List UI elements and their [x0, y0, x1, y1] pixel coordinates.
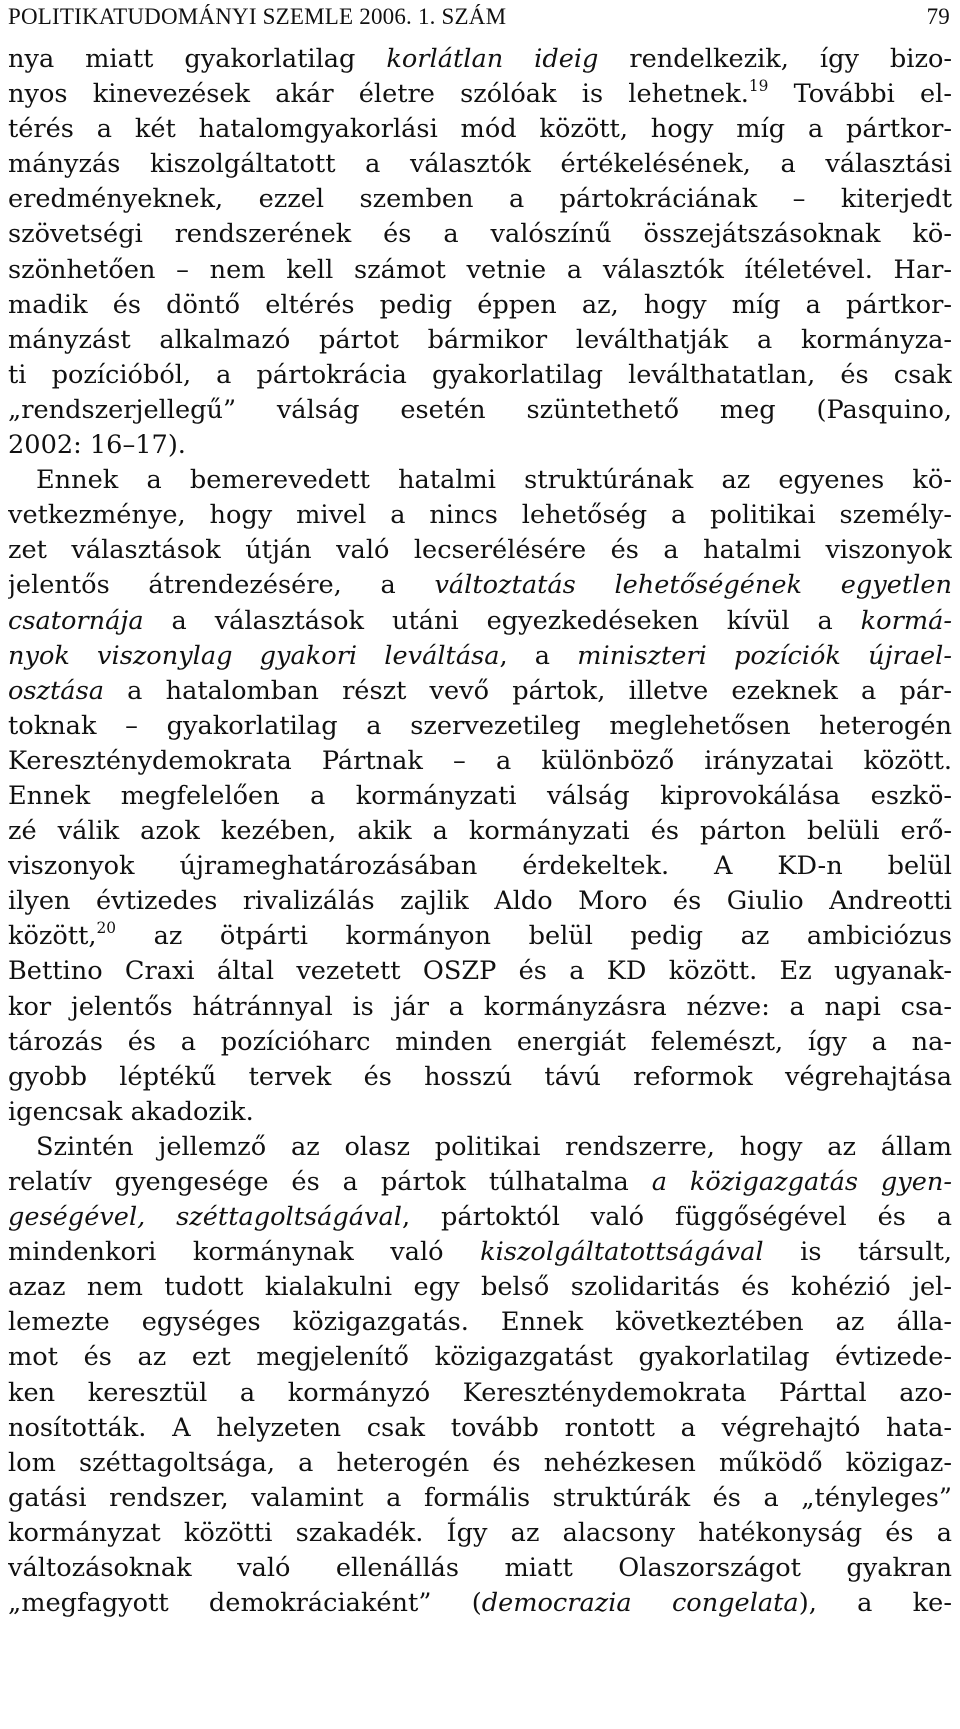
- text-run: „megfagyott demokráciaként” (: [8, 1588, 482, 1619]
- text-run: igencsak akadozik.: [8, 1096, 254, 1127]
- text-run: , a: [499, 640, 578, 671]
- text-run: gyobb léptékű tervek és hosszú távú reformok végrehajtása: [8, 1061, 952, 1092]
- text-line: [8, 533, 952, 568]
- text-run: toknak – gyakorlatilag a szervezetileg meglehetősen heterogén: [8, 710, 952, 741]
- text-run: szövetségi rendszerének és a valószínű összejátszásoknak kö-: [8, 219, 952, 250]
- text-line: [8, 1235, 952, 1270]
- italic-text: democrazia congelata: [481, 1588, 799, 1619]
- text-run: eredményeknek, ezzel szemben a pártokráciának – kiterjedt: [8, 184, 952, 215]
- text-run: mot és az ezt megjelenítő közigazgatást gyakorlatilag évtizede-: [8, 1342, 952, 1373]
- text-line: [8, 323, 952, 358]
- text-run: viszonyok újrameghatározásában érdekeltek. A KD-n belül: [8, 851, 952, 882]
- text-run: nya miatt gyakorlatilag: [8, 44, 387, 74]
- text-run: nyos kinevezések akár életre szólóak is lehetnek.: [8, 79, 749, 110]
- text-run: További el-: [768, 79, 952, 110]
- text-line: [8, 112, 952, 147]
- text-line: [8, 1586, 952, 1621]
- text-run: 2002: 16–17).: [8, 430, 186, 461]
- text-run: lemezte egységes közigazgatás. Ennek következtében az álla-: [8, 1307, 952, 1338]
- text-run: kormányzat közötti szakadék. Így az alacsony hatékonyság és a: [8, 1517, 952, 1548]
- text-line: [8, 568, 952, 603]
- text-line: [8, 253, 952, 288]
- text-line: [8, 428, 952, 463]
- text-line: [8, 639, 952, 674]
- text-line: [8, 674, 952, 709]
- text-run: ken keresztül a kormányzó Kereszténydemokrata Párttal azo-: [8, 1377, 952, 1408]
- text-run: ), a ke-: [798, 1588, 952, 1619]
- text-line: [8, 1411, 952, 1446]
- footnote-ref: 19: [748, 77, 769, 96]
- text-run: madik és döntő eltérés pedig éppen az, hogy míg a pártkor-: [8, 289, 952, 320]
- text-line: [8, 77, 952, 112]
- text-run: „rendszerjellegű” válság esetén szüntethető meg (Pasquino,: [8, 394, 952, 425]
- text-line: [8, 1270, 952, 1305]
- italic-text: osztása: [8, 675, 104, 706]
- text-line: [8, 604, 952, 639]
- text-line: [8, 1130, 952, 1165]
- text-run: Szintén jellemző az olasz politikai rendszerre, hogy az állam: [36, 1131, 952, 1162]
- italic-text: kormá-: [860, 605, 952, 636]
- text-run: ti pozícióból, a pártokrácia gyakorlatilag leválthatatlan, és csak: [8, 359, 952, 390]
- text-line: [8, 1481, 952, 1516]
- text-run: Kereszténydemokrata Pártnak – a különböző irányzatai között.: [8, 745, 952, 776]
- text-line: [8, 1446, 952, 1481]
- text-run: vetkezménye, hogy mivel a nincs lehetőség a politikai személy-: [8, 500, 952, 531]
- text-line: [8, 814, 952, 849]
- text-run: térés a két hatalomgyakorlási mód között, hogy míg a pártkor-: [8, 114, 952, 145]
- text-line: [8, 1060, 952, 1095]
- text-line: [8, 1551, 952, 1586]
- text-line: [8, 42, 952, 77]
- italic-text: korlátlan ideig: [386, 44, 599, 74]
- text-run: Ennek megfelelően a kormányzati válság kiprovokálása eszkö-: [8, 780, 952, 811]
- italic-text: a közigazgatás gyen-: [651, 1167, 952, 1197]
- text-line: [8, 1200, 952, 1235]
- italic-text: csatornája: [8, 605, 144, 636]
- text-line: [8, 393, 952, 428]
- text-line: [8, 217, 952, 252]
- italic-text: kiszolgáltatottságával: [480, 1237, 764, 1268]
- text-run: szönhetően – nem kell számot vetnie a választók ítéletével. Har-: [8, 254, 952, 285]
- text-run: változásoknak való ellenállás miatt Olaszországot gyakran: [8, 1553, 952, 1584]
- text-run: között,: [8, 921, 97, 952]
- article-body: [8, 42, 952, 1621]
- text-line: [8, 919, 952, 954]
- text-run: mányzás kiszolgáltatott a választók értékelésének, a választási: [8, 149, 952, 180]
- text-line: [8, 288, 952, 323]
- text-run: mányzást alkalmazó pártot bármikor leválthatják a kormányza-: [8, 324, 952, 355]
- text-run: tározás és a pozícióharc minden energiát felemészt, így a na-: [8, 1026, 952, 1057]
- text-line: [8, 849, 952, 884]
- text-line: [8, 147, 952, 182]
- text-line: [8, 744, 952, 779]
- text-run: kor jelentős hátránnyal is jár a kormányzásra nézve: a napi csa-: [8, 991, 952, 1022]
- running-header: [8, 4, 950, 34]
- text-line: [8, 182, 952, 217]
- italic-text: geségével, széttagoltságával: [8, 1202, 402, 1233]
- text-line: [8, 884, 952, 919]
- text-line: [8, 1340, 952, 1375]
- text-run: nosították. A helyzeten csak tovább rontott a végrehajtó hata-: [8, 1412, 952, 1443]
- text-run: zet választások útján való lecserélésére és a hatalmi viszonyok: [8, 535, 952, 566]
- footnote-ref: 20: [96, 919, 117, 938]
- text-run: lom széttagoltsága, a heterogén és nehézkesen működő közigaz-: [8, 1447, 952, 1478]
- text-run: ilyen évtizedes rivalizálás zajlik Aldo Moro és Giulio Andreotti: [8, 886, 952, 917]
- text-run: gatási rendszer, valamint a formális struktúrák és a „tényleges”: [8, 1482, 952, 1513]
- text-run: rendelkezik, így bizo-: [598, 44, 952, 74]
- text-line: [8, 1165, 952, 1200]
- italic-text: nyok viszonylag gyakori leváltása: [8, 640, 500, 671]
- text-line: [8, 463, 952, 498]
- italic-text: változtatás lehetőségének egyetlen: [434, 570, 952, 601]
- text-run: azaz nem tudott kialakulni egy belső szolidaritás és kohézió jel-: [8, 1272, 952, 1303]
- text-run: relatív gyengesége és a pártok túlhatalma: [8, 1167, 652, 1197]
- text-run: , pártoktól való függőségével és a: [401, 1202, 952, 1233]
- text-line: [8, 1516, 952, 1551]
- text-run: is társult,: [763, 1237, 952, 1268]
- text-line: [8, 498, 952, 533]
- text-line: [8, 954, 952, 989]
- text-run: az ötpárti kormányon belül pedig az ambiciózus: [116, 921, 952, 952]
- text-line: [8, 709, 952, 744]
- text-run: Ennek a bemerevedett hatalmi struktúrának az egyenes kö-: [36, 465, 952, 496]
- page-number: 79: [926, 4, 950, 29]
- journal-title: POLITIKATUDOMÁNYI SZEMLE 2006. 1. SZÁM: [8, 4, 507, 29]
- text-line: [8, 1095, 952, 1130]
- text-line: [8, 779, 952, 814]
- text-run: a választások utáni egyezkedéseken kívül a: [143, 605, 861, 636]
- text-run: Bettino Craxi által vezetett OSZP és a KD között. Ez ugyanak-: [8, 956, 952, 987]
- italic-text: miniszteri pozíciók újrael-: [577, 640, 952, 671]
- text-line: [8, 1376, 952, 1411]
- text-line: [8, 990, 952, 1025]
- text-run: zé válik azok kezében, akik a kormányzati és párton belüli erő-: [8, 816, 952, 847]
- text-run: mindenkori kormánynak való: [8, 1237, 481, 1268]
- text-line: [8, 1025, 952, 1060]
- text-run: a hatalomban részt vevő pártok, illetve ezeknek a pár-: [103, 675, 952, 706]
- text-line: [8, 1305, 952, 1340]
- text-line: [8, 358, 952, 393]
- text-run: jelentős átrendezésére, a: [8, 570, 435, 601]
